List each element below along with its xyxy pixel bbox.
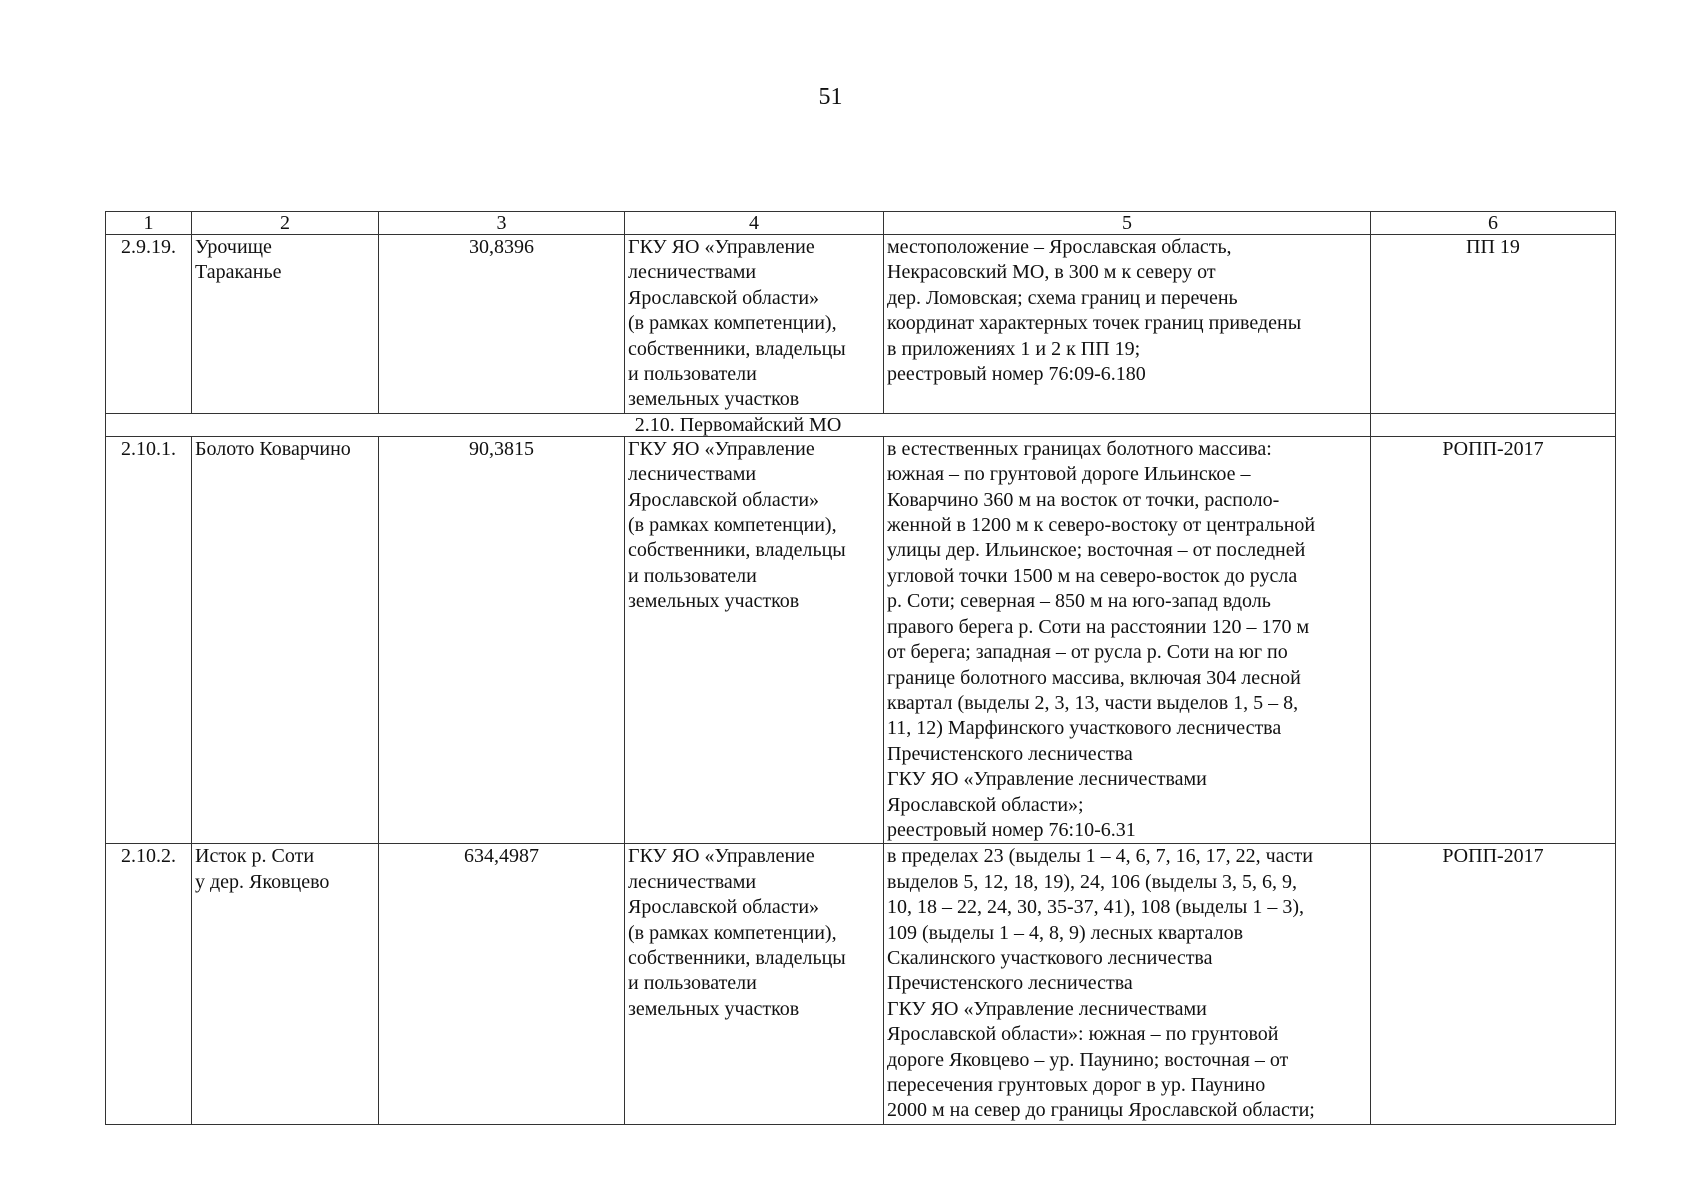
area-value: 30,8396 [379, 235, 625, 414]
area-value: 634,4987 [379, 844, 625, 1124]
row-number: 2.10.1. [106, 436, 192, 844]
table-header-row [106, 212, 1616, 235]
column-header: 2 [192, 212, 379, 235]
section-empty-cell [1371, 413, 1616, 436]
legal-document: РОПП-2017 [1371, 844, 1616, 1124]
area-value: 90,3815 [379, 436, 625, 844]
column-header: 4 [625, 212, 884, 235]
table-row [106, 436, 1616, 844]
responsible-organization: ГКУ ЯО «Управление лесничествами Ярославской области» (в рамках компетенции), собственники, владельцы и пользователи земельных участков [625, 235, 884, 414]
row-number: 2.10.2. [106, 844, 192, 1124]
object-name: Урочище Тараканье [192, 235, 379, 414]
page-number: 51 [818, 84, 843, 110]
object-name: Исток р. Соти у дер. Яковцево [192, 844, 379, 1124]
legal-document: ПП 19 [1371, 235, 1616, 414]
object-name: Болото Коварчино [192, 436, 379, 844]
registry-table [105, 211, 1616, 1125]
section-title: 2.10. Первомайский МО [106, 413, 1371, 436]
legal-document: РОПП-2017 [1371, 436, 1616, 844]
boundary-description: в естественных границах болотного массива: южная – по грунтовой дороге Ильинское – Коварчино 360 м на восток от точки, располо- женной в 1200 м к северо-востоку от центральной улицы дер. Ильинское; восточная – от последней угловой точки 1500 м на северо-восток до русла р. Соти; северная – 850 м на юго-запад вдоль правого берега р. Соти на расстоянии 120 – 170 м от берега; западная – от русла р. Соти на юг по границе болотного массива, включая 304 лесной квартал (выделы 2, 3, 13, части выделов 1, 5 – 8, 11, 12) Марфинского участкового лесничества Пречистенского лесничества ГКУ ЯО «Управление лесничествами Ярославской области»; реестровый номер 76:10-6.31 [884, 436, 1371, 844]
column-header: 6 [1371, 212, 1616, 235]
responsible-organization: ГКУ ЯО «Управление лесничествами Ярославской области» (в рамках компетенции), собственники, владельцы и пользователи земельных участков [625, 436, 884, 844]
table-row [106, 844, 1616, 1124]
boundary-description: местоположение – Ярославская область, Некрасовский МО, в 300 м к северу от дер. Ломовская; схема границ и перечень координат характерных точек границ приведены в приложениях 1 и 2 к ПП 19; реестровый номер 76:09-6.180 [884, 235, 1371, 414]
row-number: 2.9.19. [106, 235, 192, 414]
table-row [106, 235, 1616, 414]
column-header: 5 [884, 212, 1371, 235]
boundary-description: в пределах 23 (выделы 1 – 4, 6, 7, 16, 17, 22, части выделов 5, 12, 18, 19), 24, 106 (выделы 3, 5, 6, 9, 10, 18 – 22, 24, 30, 35-37, 41), 108 (выделы 1 – 3), 109 (выделы 1 – 4, 8, 9) лесных кварталов Скалинского участкового лесничества Пречистенского лесничества ГКУ ЯО «Управление лесничествами Ярославской области»: южная – по грунтовой дороге Яковцево – ур. Паунино; восточная – от пересечения грунтовых дорог в ур. Паунино 2000 м на север до границы Ярославской области; [884, 844, 1371, 1124]
responsible-organization: ГКУ ЯО «Управление лесничествами Ярославской области» (в рамках компетенции), собственники, владельцы и пользователи земельных участков [625, 844, 884, 1124]
column-header: 1 [106, 212, 192, 235]
section-row [106, 413, 1616, 436]
column-header: 3 [379, 212, 625, 235]
